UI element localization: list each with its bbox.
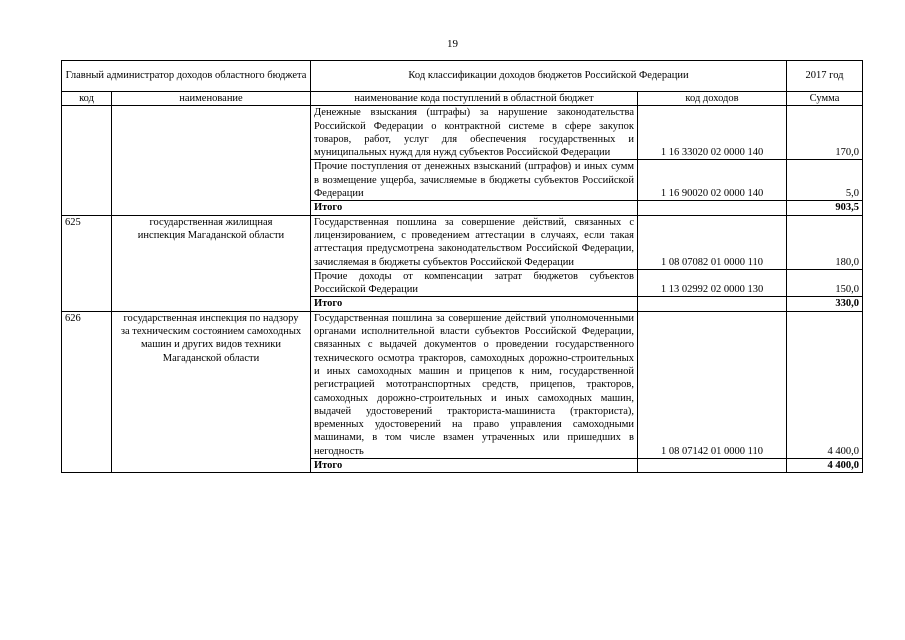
table-row xyxy=(62,311,863,458)
total-code xyxy=(638,201,787,215)
income-name: Прочие поступления от денежных взысканий (штрафов) и иных сумм в возмещение ущерба, зачисляемые в бюджеты субъектов Российской Федерации xyxy=(311,160,638,201)
income-code: 1 13 02992 02 0000 130 xyxy=(638,269,787,297)
income-name: Государственная пошлина за совершение действий уполномоченными органами исполнительной власти субъектов Российской Федерации, связанных с выдачей документов о проведении государственного технического осмотра тракторов, самоходных дорожно-строительных и иных самоходных машин и прицепов к ним, государственной регистрацией мототранспортных средств, прицепов, тракторов, самоходных дорожно-строительных и иных самоходных машин, выдачей удостоверений тракториста-машиниста (тракториста), временных удостоверений на право управления самоходными машинами, в том числе взамен утраченных или пришедших в негодность xyxy=(311,311,638,458)
income-name: Прочие доходы от компенсации затрат бюджетов субъектов Российской Федерации xyxy=(311,269,638,297)
total-label: Итого xyxy=(311,459,638,473)
income-code: 1 16 33020 02 0000 140 xyxy=(638,106,787,160)
income-code: 1 08 07142 01 0000 110 xyxy=(638,311,787,458)
header-col-code: код xyxy=(62,92,112,106)
admin-code: 626 xyxy=(62,311,112,473)
admin-code: 625 xyxy=(62,215,112,311)
header-col-sum: Сумма xyxy=(787,92,863,106)
header-col-income-name: наименование кода поступлений в областной бюджет xyxy=(311,92,638,106)
admin-name: государственная жилищная инспекция Магаданской области xyxy=(112,215,311,311)
header-col-income-code: код доходов xyxy=(638,92,787,106)
table-row xyxy=(62,215,863,269)
income-sum: 150,0 xyxy=(787,269,863,297)
total-label: Итого xyxy=(311,297,638,311)
admin-name: государственная инспекция по надзору за техническим состоянием самоходных машин и других видов техники Магаданской области xyxy=(112,311,311,473)
total-sum: 903,5 xyxy=(787,201,863,215)
total-code xyxy=(638,297,787,311)
income-name: Денежные взыскания (штрафы) за нарушение законодательства Российской Федерации о контрактной системе в сфере закупок товаров, работ, услуг для обеспечения государственных и муниципальных нужд для нужд субъектов Российской Федерации xyxy=(311,106,638,160)
page-number: 19 xyxy=(447,38,458,50)
table-row xyxy=(62,106,863,160)
admin-name-cell xyxy=(112,106,311,215)
income-code: 1 08 07082 01 0000 110 xyxy=(638,215,787,269)
income-sum: 5,0 xyxy=(787,160,863,201)
income-sum: 4 400,0 xyxy=(787,311,863,458)
header-col-name: наименование xyxy=(112,92,311,106)
income-name: Государственная пошлина за совершение действий, связанных с лицензированием, с проведением аттестации в случаях, если такая аттестация предусмотрена законодательством Российской Федерации, зачисляемая в бюджеты субъектов Российской Федерации xyxy=(311,215,638,269)
header-admin: Главный администратор доходов областного бюджета xyxy=(62,61,311,92)
total-code xyxy=(638,459,787,473)
total-sum: 330,0 xyxy=(787,297,863,311)
total-label: Итого xyxy=(311,201,638,215)
income-code: 1 16 90020 02 0000 140 xyxy=(638,160,787,201)
header-year: 2017 год xyxy=(787,61,863,92)
income-table xyxy=(61,60,863,473)
header-classification: Код классификации доходов бюджетов Российской Федерации xyxy=(311,61,787,92)
income-sum: 180,0 xyxy=(787,215,863,269)
income-sum: 170,0 xyxy=(787,106,863,160)
admin-code-cell xyxy=(62,106,112,215)
total-sum: 4 400,0 xyxy=(787,459,863,473)
